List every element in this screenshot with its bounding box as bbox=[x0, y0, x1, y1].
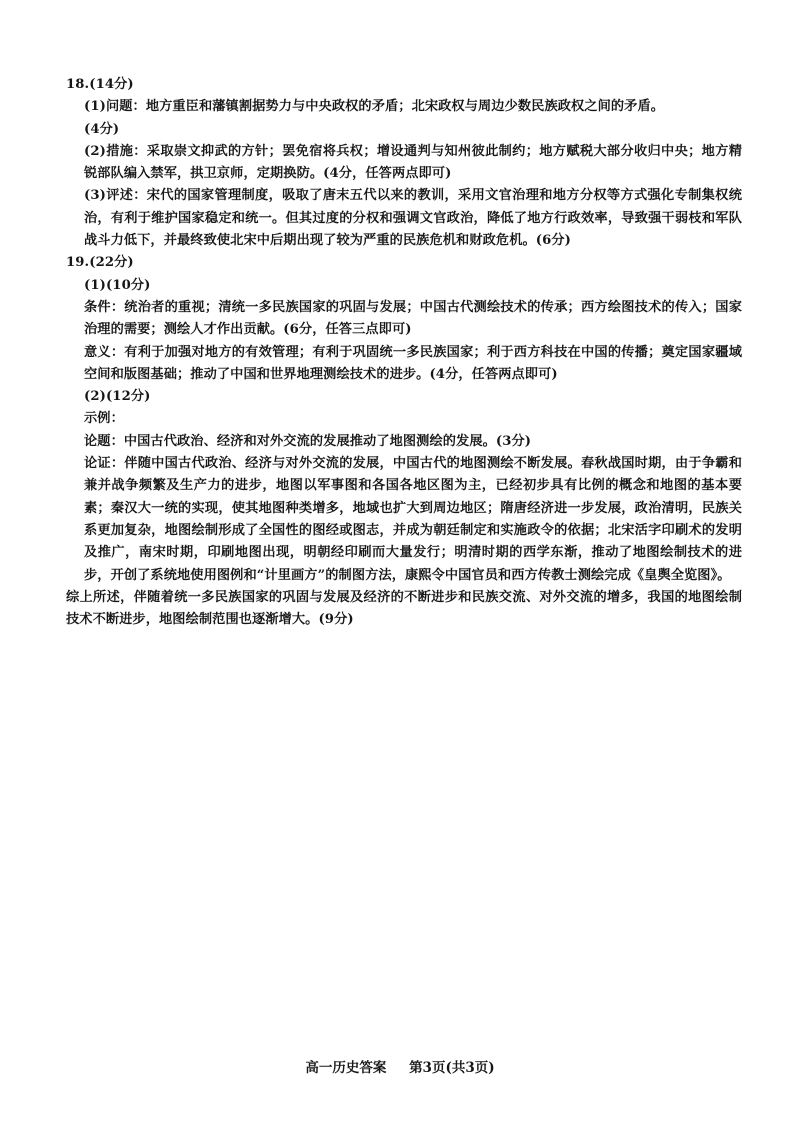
q18-part1 bbox=[66, 96, 742, 141]
q18-part2: (2)措施：采取崇文抑武的方针；罢免宿将兵权；增设通判与知州彼此制约；地方赋税大部分收归中央；地方精锐部队编入禁军，拱卫京师，定期换防。(4分，任答两点即可) bbox=[84, 143, 742, 182]
q18-part3: (3)评述：宋代的国家管理制度，吸取了唐末五代以来的教训，采用文官治理和地方分权等方式强化专制集权统治，有利于维护国家稳定和统一。但其过度的分权和强调文官政治，降低了地方行政效率，导致强干弱枝和军队战斗力低下，并最终致使北宋中后期出现了较为严重的民族危机和财政危机。(6分) bbox=[84, 188, 742, 249]
answer-content bbox=[66, 74, 742, 631]
q18-part1-text: (1)问题：地方重臣和藩镇割据势力与中央政权的矛盾；北宋政权与周边少数民族政权之间的矛盾。 bbox=[84, 99, 665, 115]
q19-part2-heading: (2)(12分) bbox=[84, 389, 151, 405]
q18-part1-score: (4分) bbox=[84, 121, 120, 137]
q19-conditions: 条件：统治者的重视；清统一多民族国家的巩固与发展；中国古代测绘技术的传承；西方绘图技术的传入；国家治理的需要；测绘人才作出贡献。(6分，任答三点即可) bbox=[84, 299, 742, 338]
footer-page-number: 第3页(共3页) bbox=[409, 1060, 495, 1076]
q19-thesis: 论题：中国古代政治、经济和对外交流的发展推动了地图测绘的发展。(3分) bbox=[84, 433, 532, 449]
question-19 bbox=[66, 252, 742, 631]
q19-argument: 论证：伴随中国古代政治、经济与对外交流的发展，中国古代的地图测绘不断发展。春秋战国时期，由于争霸和兼并战争频繁及生产力的进步，地图以军事图和各国各地区图为主，已经初步具有比例的概念和地图的基本要素；秦汉大一统的实现，使其地图种类增多，地域也扩大到周边地区；隋唐经济进一步发展，政治清明，民族关系更加复杂，地图绘制形成了全国性的图经或图志，并成为朝廷制定和实施政令的依据；北宋活字印刷术的发明及推广，南宋时期，印刷地图出现，明朝经印刷而大量发行；明清时期的西学东渐，推动了地图绘制技术的进步，开创了系统地使用图例和“计里画方”的制图方法，康熙令中国官员和西方传教士测绘完成《皇舆全览图》。 bbox=[84, 456, 742, 583]
q18-heading: 18.(14分) bbox=[66, 77, 134, 92]
q19-conclusion: 综上所述，伴随着统一多民族国家的巩固与发展及经济的不断进步和民族交流、对外交流的增多，我国的地图绘制技术不断进步，地图绘制范围也逐渐增大。(9分) bbox=[66, 589, 742, 628]
question-18 bbox=[66, 74, 742, 252]
footer-subject: 高一历史答案 bbox=[305, 1060, 387, 1076]
page-footer bbox=[0, 1056, 800, 1076]
q19-heading: 19.(22分) bbox=[66, 255, 134, 271]
q19-part1-heading: (1)(10分) bbox=[84, 277, 151, 293]
q19-significance: 意义：有利于加强对地方的有效管理；有利于巩固统一多民族国家；利于西方科技在中国的传播；奠定国家疆域空间和版图基础；推动了中国和世界地理测绘技术的进步。(4分，任答两点即可) bbox=[84, 344, 742, 382]
q19-example-label: 示例： bbox=[84, 411, 124, 427]
